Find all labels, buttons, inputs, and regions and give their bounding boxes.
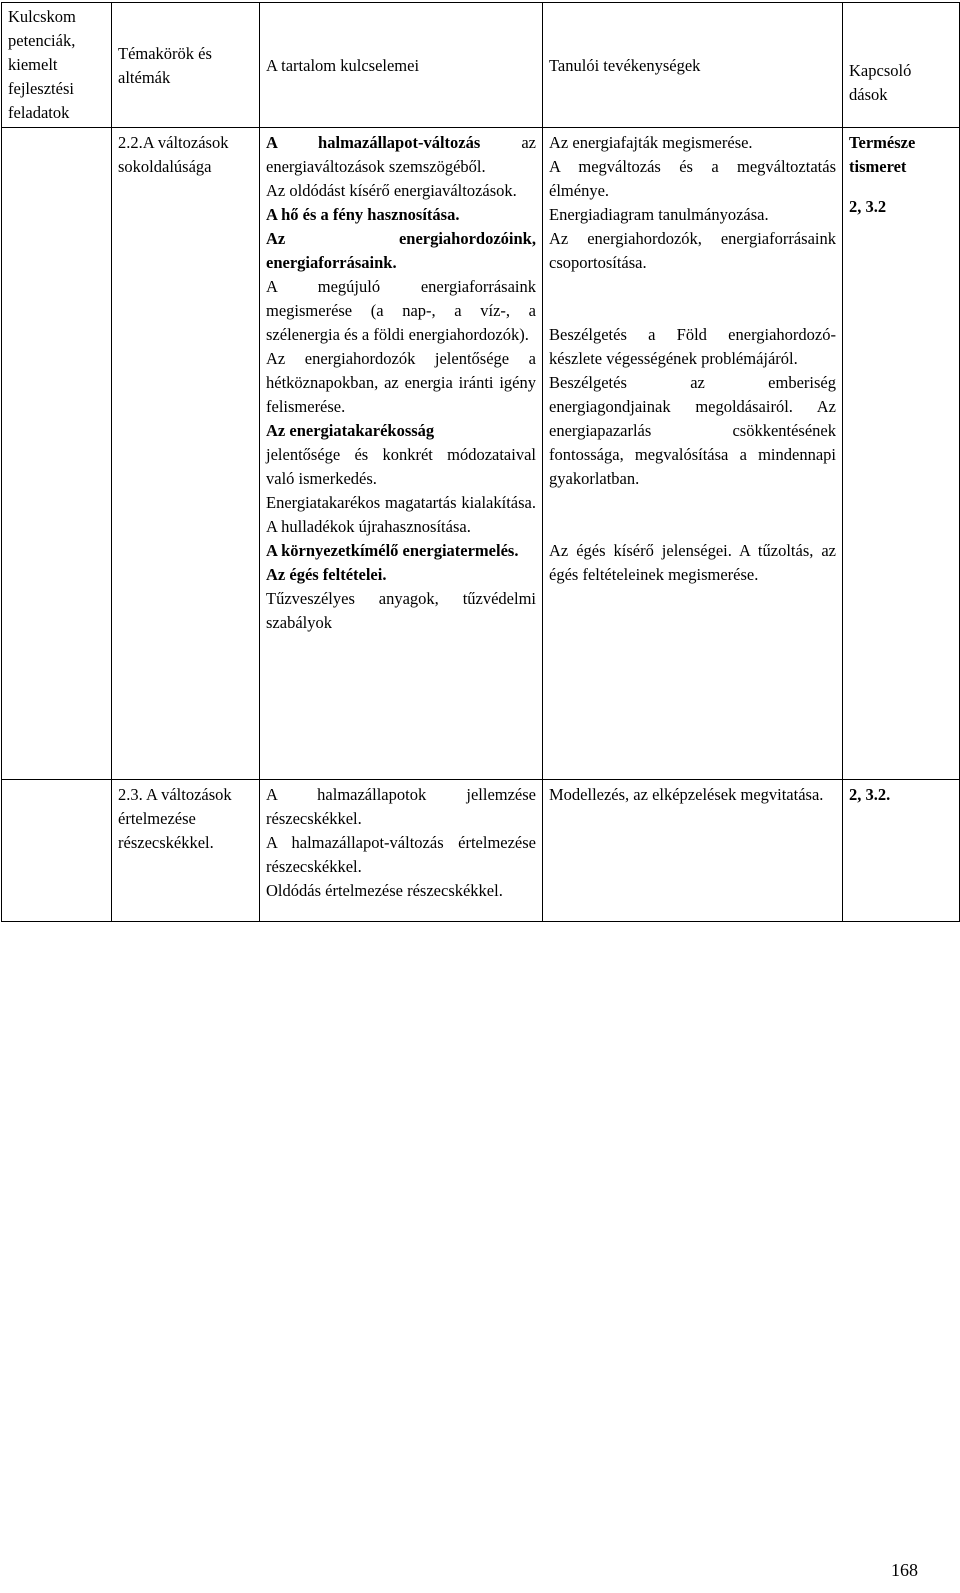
links-cell <box>843 780 960 922</box>
activity-item: A megváltozás és a megváltoztatás élménye. <box>549 157 836 200</box>
activities-cell <box>543 780 843 922</box>
header-content: A tartalom kulcselemei <box>260 3 543 128</box>
content-item: az energiaváltozások szemszögéből. <box>266 133 536 176</box>
competency-cell <box>2 780 112 922</box>
content-item: A megújuló energiaforrásaink megismerése (a nap-, a víz-, a szélenergia és a földi energiahordozók). <box>266 277 536 344</box>
activity-item: Energiadiagram tanulmányozása. <box>549 205 769 224</box>
links-title: Természe tismeret <box>849 133 916 176</box>
content-item: Az energiahordozók jelentősége a hétköznapokban, az energia iránti igény felismerése. <box>266 349 536 416</box>
topic-text: 2.3. A változások értelmezése részecskékkel. <box>118 785 232 852</box>
content-cell <box>260 128 543 780</box>
content-item: A halmazállapot-változás <box>266 133 481 152</box>
content-item: A környezetkímélő energiatermelés. <box>266 541 519 560</box>
activity-item: Az energiafajták megismerése. <box>549 133 753 152</box>
activity-item: Az égés kísérő jelenségei. A tűzoltás, az égés feltételeinek megismerése. <box>549 541 836 584</box>
content-item: Oldódás értelmezése részecskékkel. <box>266 881 503 900</box>
content-item: Az energiahordozóink, energiaforrásaink. <box>266 229 536 272</box>
links-ref: 2, 3.2. <box>849 785 891 804</box>
curriculum-table <box>1 2 960 922</box>
header-topics: Témakörök és altémák <box>112 3 260 128</box>
links-cell <box>843 128 960 780</box>
activities-cell <box>543 128 843 780</box>
topic-cell <box>112 128 260 780</box>
activity-item: Beszélgetés a Föld energiahordozó-készlete végességének problémájáról. <box>549 325 836 368</box>
header-activities: Tanulói tevékenységek <box>543 3 843 128</box>
header-links: Kapcsoló dások <box>843 3 960 128</box>
content-item: A hő és a fény hasznosítása. <box>266 205 460 224</box>
content-item: A halmazállapot-változás értelmezése részecskékkel. <box>266 833 536 876</box>
topic-cell <box>112 780 260 922</box>
header-competencies: Kulcskom petenciák, kiemelt fejlesztési feladatok <box>2 3 112 128</box>
content-item: Az oldódást kísérő energiaváltozások. <box>266 181 517 200</box>
activity-item: Az energiahordozók, energiaforrásaink csoportosítása. <box>549 229 836 272</box>
content-item: jelentősége és konkrét módozataival való ismerkedés. <box>266 445 536 488</box>
activity-item: Modellezés, az elképzelések megvitatása. <box>549 785 824 804</box>
content-item: Az energiatakarékosság <box>266 421 435 440</box>
links-ref: 2, 3.2 <box>849 197 887 216</box>
content-cell <box>260 780 543 922</box>
content-item: Energiatakarékos magatartás kialakítása. A hulladékok újrahasznosítása. <box>266 493 536 536</box>
content-item: Az égés feltételei. <box>266 565 387 584</box>
content-item: Tűzveszélyes anyagok, tűzvédelmi szabályok <box>266 589 536 632</box>
table-row <box>2 128 960 780</box>
table-row <box>2 780 960 922</box>
activity-item: Beszélgetés az emberiség energiagondjainak megoldásairól. Az energiapazarlás csökkentésének fontossága, megvalósítása a mindennapi gyakorlatban. <box>549 373 836 488</box>
topic-text: 2.2.A változások sokoldalúsága <box>118 133 229 176</box>
content-item: A halmazállapotok jellemzése részecskékkel. <box>266 785 536 828</box>
competency-cell <box>2 128 112 780</box>
page-number: 168 <box>891 1560 918 1580</box>
header-row <box>2 3 960 128</box>
